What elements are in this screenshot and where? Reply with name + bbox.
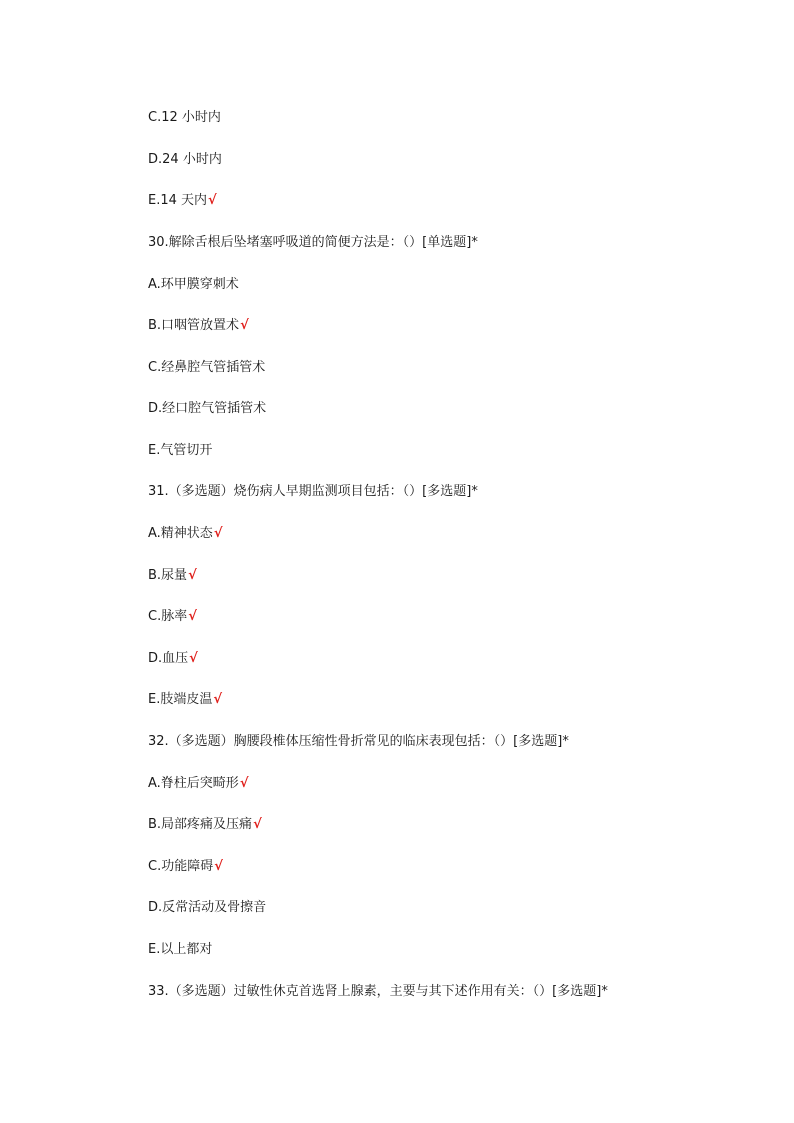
question-text: 33.（多选题）过敏性休克首选肾上腺素，主要与其下述作用有关：（）[多选题]* (148, 984, 608, 999)
correct-checkmark: √ (189, 651, 198, 666)
option-text: E.肢端皮温 (148, 692, 213, 707)
option-text: C.脉率 (148, 609, 188, 624)
correct-checkmark: √ (253, 817, 262, 832)
option-line (148, 650, 198, 668)
option-text: E.以上都对 (148, 942, 213, 957)
correct-checkmark: √ (188, 609, 197, 624)
correct-checkmark: √ (213, 692, 223, 707)
option-text: C.功能障碍 (148, 859, 214, 874)
option-text: E.气管切开 (148, 443, 213, 458)
option-text: B.尿量 (148, 568, 188, 583)
option-line (148, 400, 267, 418)
option-line (148, 525, 222, 543)
option-text: B.口咽管放置术 (148, 318, 240, 333)
option-text: D.24 小时内 (148, 152, 222, 167)
correct-checkmark: √ (208, 193, 217, 208)
option-line (148, 899, 267, 917)
question-line (148, 483, 479, 501)
question-line (148, 983, 609, 1001)
option-line (148, 816, 262, 834)
correct-checkmark: √ (214, 859, 223, 874)
option-line (148, 151, 223, 169)
option-line (148, 442, 213, 460)
question-text: 32.（多选题）胸腰段椎体压缩性骨折常见的临床表现包括：（）[多选题]* (148, 734, 569, 749)
option-text: C.12 小时内 (148, 110, 221, 125)
option-line (148, 317, 249, 335)
option-line (148, 858, 223, 876)
option-line (148, 276, 240, 294)
option-line (148, 608, 197, 626)
option-line (148, 567, 197, 585)
option-line (148, 109, 222, 127)
option-text: A.脊柱后突畸形 (148, 776, 239, 791)
question-text: 30.解除舌根后坠堵塞呼吸道的简便方法是：（）[单选题]* (148, 235, 478, 250)
correct-checkmark: √ (213, 526, 223, 541)
option-text: A.精神状态 (148, 526, 213, 541)
correct-checkmark: √ (239, 776, 249, 791)
correct-checkmark: √ (188, 568, 197, 583)
option-text: D.血压 (148, 651, 189, 666)
option-line (148, 359, 266, 377)
option-line (148, 941, 213, 959)
question-line (148, 733, 570, 751)
option-text: E.14 天内 (148, 193, 208, 208)
correct-checkmark: √ (240, 318, 249, 333)
option-text: D.经口腔气管插管术 (148, 401, 267, 416)
question-line (148, 234, 479, 252)
option-text: C.经鼻腔气管插管术 (148, 360, 266, 375)
option-text: B.局部疼痛及压痛 (148, 817, 253, 832)
option-text: D.反常活动及骨擦音 (148, 900, 267, 915)
option-line (148, 192, 217, 210)
question-text: 31.（多选题）烧伤病人早期监测项目包括：（）[多选题]* (148, 484, 478, 499)
option-line (148, 775, 248, 793)
option-line (148, 691, 222, 709)
option-text: A.环甲膜穿刺术 (148, 277, 239, 292)
